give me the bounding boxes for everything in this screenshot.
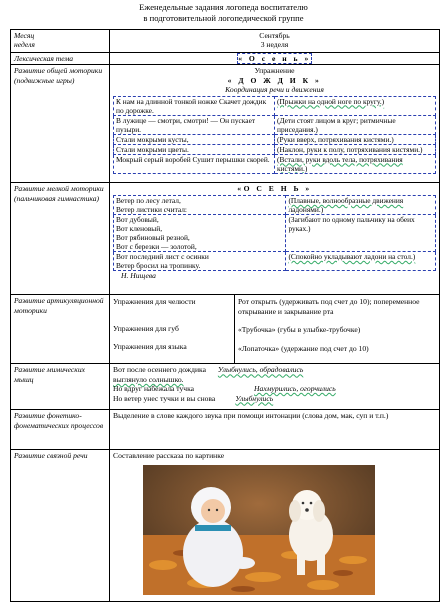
table-row <box>114 154 436 173</box>
movement-line: (Наклон, руки к полу, потряхивания кистями.) <box>275 144 436 154</box>
verse-line: Вот последний лист с осинки <box>116 251 209 261</box>
verse-line: Стали мокрыми кусты, <box>114 134 275 144</box>
speech-label: Развитие связной речи <box>11 450 110 602</box>
mimic-text: Но ветер унес тучки и вы снова <box>113 393 216 403</box>
artic-desc-3: «Лопаточка» (удержание под счет до 10) <box>238 343 369 353</box>
gross-motor-label: Развитие общей моторики (подвижные игры) <box>11 65 110 183</box>
verse-line: Стали мокрыми цветы. <box>114 144 275 154</box>
verse-line: Вот с березки — золотой, <box>116 241 197 251</box>
week-value: 3 неделя <box>260 40 289 50</box>
mimic-label: Развитие мимических мышц <box>11 364 110 410</box>
mimic-line-2: выглянуло солнышко. <box>113 374 184 384</box>
artic-desc-2: «Трубочка» (губы в улыбке-трубочке) <box>238 325 361 335</box>
month-value: Сентябрь <box>259 31 290 40</box>
verse-line: Вот кленовый, <box>116 223 163 233</box>
gross-title-a: Упражнение <box>254 66 295 76</box>
mimic-content <box>110 364 440 410</box>
table-row <box>114 251 436 270</box>
mimic-text: Вот после осеннего дождика <box>113 365 206 375</box>
photo-illustration <box>143 465 375 595</box>
gross-motor-content <box>110 65 440 183</box>
artic-table <box>110 295 439 363</box>
phon-content: Выделение в слове каждого звука при помощи интонации (слова дом, мак, суп и т.п.) <box>110 410 440 450</box>
movement-line: (Прыжки на одной ноге по кругу.) <box>275 96 436 115</box>
table-row <box>114 115 436 134</box>
gross-pairs-table <box>113 96 436 174</box>
autumn-photo <box>143 465 375 595</box>
speech-content <box>110 450 440 602</box>
verse-line: Мокрый серый воробей Сушит перышки скорей. <box>114 154 275 173</box>
table-row <box>114 214 436 251</box>
mimic-action: Нахмурились, огорчились <box>254 384 336 394</box>
table-row <box>114 134 436 144</box>
fine-author: Н. Нищева <box>121 270 156 280</box>
verse-line: Ветер по лесу летал, <box>116 195 181 205</box>
movement-line: (Дети стоят лицом в круг; ритмичные приседания.) <box>275 115 436 134</box>
weekly-plan-table <box>10 29 440 602</box>
fine-verse-cell <box>114 251 286 270</box>
week-label: неделя <box>14 40 35 50</box>
mimic-line-3 <box>113 384 436 393</box>
speech-text: Составление рассказа по картинке <box>113 451 225 461</box>
artic-exercise-cell <box>110 295 235 363</box>
phon-label: Развитие фонетико-фонематических процессов <box>11 410 110 450</box>
mimic-action: Улыбнулись <box>235 393 274 403</box>
mimic-text: Но вдруг набежала тучка <box>113 384 195 394</box>
header-line-1: Еженедельные задания логопеда воспитателю <box>139 2 308 12</box>
artic-ex2: Упражнения для губ <box>113 323 179 333</box>
verse-line: Ветер бросил на тропинку. <box>116 260 201 270</box>
gross-subtitle: Координация речи и движения <box>225 85 324 95</box>
verse-line: Ветер листики считал: <box>116 204 187 214</box>
header-line-2: в подготовительной логопедической группе <box>143 13 304 23</box>
fine-table <box>113 195 436 271</box>
artic-desc-1: Рот открыть (удерживать под счет до 10); попеременное открывание и закрывание рта <box>238 297 420 316</box>
theme-value-text: « О с е н ь » <box>238 54 311 63</box>
artic-content <box>110 295 440 364</box>
theme-label: Лексическая тема <box>11 53 110 65</box>
fine-motor-label: Развитие мелкой моторики (пальчиковая гимнастика) <box>11 183 110 295</box>
mimic-line-4 <box>113 394 436 403</box>
month-label: Месяц <box>14 31 35 40</box>
fine-move-3: (Спокойно укладывают ладони на стол.) <box>286 251 436 270</box>
verse-line: Вот дубовый, <box>116 214 159 224</box>
verse-line: В лужице — смотри, смотри! — Он пускает пузыри. <box>114 115 275 134</box>
artic-ex1: Упражнения для челюсти <box>113 297 196 307</box>
verse-line: Вот рябиновый резной, <box>116 232 190 242</box>
table-row <box>114 96 436 115</box>
movement-line: (Руки вверх, потряхивания кистями.) <box>275 134 436 144</box>
fine-title: «О С Е Н Ь » <box>237 184 312 194</box>
movement-line: (Встали, руки вдоль тела, потряхивания кистями.) <box>275 154 436 173</box>
mimic-action: Улыбнулись, обрадовались <box>217 365 304 375</box>
month-week-label <box>11 30 110 53</box>
table-row <box>114 144 436 154</box>
fine-motor-content <box>110 183 440 295</box>
artic-desc-cell <box>235 295 440 363</box>
fine-verse-cell <box>114 214 286 251</box>
fine-move-2: (Загибают по одному пальчику на обеих руках.) <box>286 214 436 251</box>
artic-label: Развитие артикуляционной моторики <box>11 295 110 364</box>
gross-title-b: « Д О Ж Д И К » <box>227 75 322 85</box>
mimic-line-1 <box>113 365 436 374</box>
verse-line: К нам на длинной тонкой ножке Скачет дождик по дорожке. <box>114 96 275 115</box>
fine-verse-cell <box>114 195 286 214</box>
table-row <box>114 195 436 214</box>
theme-value <box>110 53 440 65</box>
fine-move-1: (Плавные, волнообразные движения ладонями.) <box>286 195 436 214</box>
artic-ex3: Упражнения для языка <box>113 342 187 352</box>
month-week-value <box>110 30 440 53</box>
